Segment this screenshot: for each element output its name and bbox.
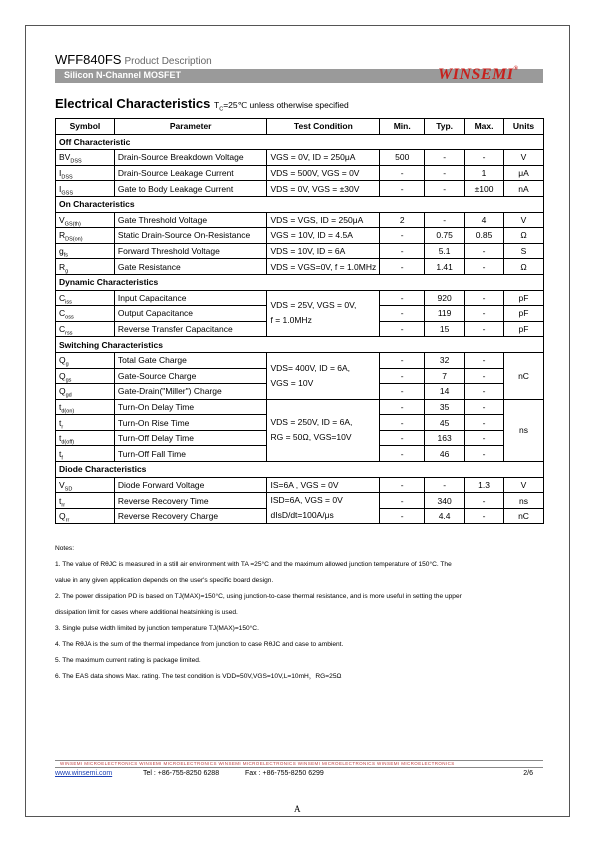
symbol-cell: $V_{SD}$	[56, 477, 115, 493]
parameter-cell: Forward Threshold Voltage	[114, 243, 267, 259]
parameter-cell: Input Capacitance	[114, 290, 267, 306]
max-cell: -	[465, 430, 504, 446]
parameter-cell: Reverse Recovery Charge	[114, 508, 267, 524]
typ-cell: 35	[425, 399, 465, 415]
parameter-cell: Gate to Body Leakage Current	[114, 181, 267, 197]
condition-cell: VDS = 25V, VGS = 0V, f = 1.0MHz	[267, 290, 380, 337]
website-link[interactable]: www.winsemi.com	[55, 770, 113, 777]
footer-divider-2	[55, 767, 543, 768]
table-row	[56, 181, 544, 197]
condition-cell: VGS = 10V, ID = 4.5A	[267, 228, 380, 244]
unit-cell: pF	[504, 306, 544, 322]
max-cell: -	[465, 150, 504, 166]
table-row	[56, 150, 544, 166]
parameter-cell: Drain-Source Leakage Current	[114, 165, 267, 181]
min-cell: -	[380, 477, 425, 493]
symbol-cell: $V_{GS(th)}$	[56, 212, 115, 228]
min-cell: -	[380, 368, 425, 384]
product-name: WFF840FS	[55, 52, 122, 67]
typ-cell: -	[425, 165, 465, 181]
typ-cell: 340	[425, 493, 465, 509]
table-row	[56, 243, 544, 259]
symbol-cell: $R_g$	[56, 259, 115, 275]
min-cell: 2	[380, 212, 425, 228]
note-5: 5. The maximum current rating is package limited.	[55, 657, 201, 664]
typ-cell: 1.41	[425, 259, 465, 275]
product-description: Product Description	[124, 56, 212, 67]
typ-cell: 14	[425, 384, 465, 400]
unit-cell: ns	[504, 399, 544, 461]
unit-cell: V	[504, 212, 544, 228]
parameter-cell: Reverse Transfer Capacitance	[114, 321, 267, 337]
min-cell: -	[380, 321, 425, 337]
symbol-cell: $R_{DS(on)}$	[56, 228, 115, 244]
condition-cell: VDS = 500V, VGS = 0V	[267, 165, 380, 181]
col-test-condition: Test Condition	[267, 119, 380, 135]
max-cell: -	[465, 446, 504, 462]
unit-cell: Ω	[504, 228, 544, 244]
min-cell: -	[380, 415, 425, 431]
symbol-cell: $C_{iss}$	[56, 290, 115, 306]
parameter-cell: Gate-Source Charge	[114, 368, 267, 384]
typ-cell: 32	[425, 352, 465, 368]
parameter-cell: Turn-On Delay Time	[114, 399, 267, 415]
max-cell: 1	[465, 165, 504, 181]
parameter-cell: Drain-Source Breakdown Voltage	[114, 150, 267, 166]
table-row	[56, 399, 544, 415]
condition-cell: VDS = 10V, ID = 6A	[267, 243, 380, 259]
typ-cell: -	[425, 477, 465, 493]
typ-cell: 163	[425, 430, 465, 446]
unit-cell: nA	[504, 181, 544, 197]
min-cell: -	[380, 430, 425, 446]
parameter-cell: Reverse Recovery Time	[114, 493, 267, 509]
symbol-cell: $I_{DSS}$	[56, 165, 115, 181]
footer	[55, 770, 543, 777]
condition-cell: ISD=6A, VGS = 0V dIsD/dt=100A/μs	[267, 493, 380, 524]
footer-fax: Fax : +86-755-8250 6299	[245, 770, 324, 777]
condition-cell: VDS = VGS, ID = 250μA	[267, 212, 380, 228]
max-cell: -	[465, 352, 504, 368]
unit-cell: ns	[504, 493, 544, 509]
col-units: Units	[504, 119, 544, 135]
page-number: 2/6	[523, 770, 533, 777]
unit-cell: pF	[504, 321, 544, 337]
max-cell: -	[465, 384, 504, 400]
condition-cell: VDS = 250V, ID = 6A, RG = 50Ω, VGS=10V	[267, 399, 380, 461]
table-row	[56, 493, 544, 509]
unit-cell: nC	[504, 508, 544, 524]
max-cell: -	[465, 321, 504, 337]
symbol-cell: $t_f$	[56, 446, 115, 462]
parameter-cell: Gate Threshold Voltage	[114, 212, 267, 228]
symbol-cell: $t_{rr}$	[56, 493, 115, 509]
electrical-characteristics-table	[55, 118, 544, 524]
min-cell: -	[380, 306, 425, 322]
parameter-cell: Turn-Off Fall Time	[114, 446, 267, 462]
unit-cell: nC	[504, 352, 544, 399]
document-title	[55, 52, 212, 67]
max-cell: -	[465, 508, 504, 524]
max-cell: 4	[465, 212, 504, 228]
unit-cell: μA	[504, 165, 544, 181]
min-cell: -	[380, 508, 425, 524]
unit-cell: Ω	[504, 259, 544, 275]
max-cell: -	[465, 368, 504, 384]
group-dynamic: Dynamic Characteristics	[56, 274, 544, 290]
min-cell: -	[380, 228, 425, 244]
parameter-cell: Turn-On Rise Time	[114, 415, 267, 431]
typ-cell: 4.4	[425, 508, 465, 524]
max-cell: -	[465, 259, 504, 275]
symbol-cell: $t_{d(on)}$	[56, 399, 115, 415]
parameter-cell: Static Drain-Source On-Resistance	[114, 228, 267, 244]
notes-title: Notes:	[55, 545, 75, 552]
col-symbol: Symbol	[56, 119, 115, 135]
note-1b: value in any given application depends on the user's specific board design.	[55, 577, 274, 584]
condition-cell: VGS = 0V, ID = 250μA	[267, 150, 380, 166]
group-diode: Diode Characteristics	[56, 462, 544, 478]
col-parameter: Parameter	[114, 119, 267, 135]
min-cell: -	[380, 384, 425, 400]
unit-cell: V	[504, 477, 544, 493]
table-row	[56, 290, 544, 306]
typ-cell: 45	[425, 415, 465, 431]
max-cell: -	[465, 399, 504, 415]
table-row	[56, 212, 544, 228]
symbol-cell: $Q_{rr}$	[56, 508, 115, 524]
typ-cell: 15	[425, 321, 465, 337]
note-3: 3. Single pulse width limited by junction temperature TJ(MAX)=150°C.	[55, 625, 259, 632]
parameter-cell: Total Gate Charge	[114, 352, 267, 368]
condition-cell: VDS= 400V, ID = 6A, VGS = 10V	[267, 352, 380, 399]
parameter-cell: Gate-Drain("Miller") Charge	[114, 384, 267, 400]
group-on: On Characteristics	[56, 196, 544, 212]
winsemi-logo: WINSEMI®	[438, 66, 519, 83]
col-min: Min.	[380, 119, 425, 135]
symbol-cell: $g_{fs}$	[56, 243, 115, 259]
symbol-cell: $I_{GSS}$	[56, 181, 115, 197]
table-row	[56, 228, 544, 244]
table-header-row	[56, 119, 544, 135]
table-row	[56, 165, 544, 181]
col-max: Max.	[465, 119, 504, 135]
banner-text: Silicon N-Channel MOSFET	[64, 70, 182, 80]
max-cell: -	[465, 243, 504, 259]
unit-cell: V	[504, 150, 544, 166]
typ-cell: 0.75	[425, 228, 465, 244]
parameter-cell: Diode Forward Voltage	[114, 477, 267, 493]
group-switching: Switching Characteristics	[56, 337, 544, 353]
min-cell: -	[380, 493, 425, 509]
typ-cell: 7	[425, 368, 465, 384]
symbol-cell: $t_r$	[56, 415, 115, 431]
symbol-cell: $Q_{gs}$	[56, 368, 115, 384]
min-cell: -	[380, 399, 425, 415]
table-row	[56, 352, 544, 368]
typ-cell: -	[425, 212, 465, 228]
max-cell: -	[465, 415, 504, 431]
note-2a: 2. The power dissipation PD is based on TJ(MAX)=150°C, using junction-to-case thermal resistance, and is more useful in setting the upper	[55, 593, 462, 600]
symbol-cell: $Q_g$	[56, 352, 115, 368]
col-typ: Typ.	[425, 119, 465, 135]
section-title: Electrical Characteristics $T_C=25℃$ unless otherwise specified	[55, 96, 349, 113]
note-2b: dissipation limit for cases where additional heatsinking is used.	[55, 609, 238, 616]
table-row	[56, 259, 544, 275]
condition-cell: VDS = VGS=0V, f = 1.0MHz	[267, 259, 380, 275]
section-condition: $T_C=25℃$ unless otherwise specified	[214, 100, 349, 113]
unit-cell: S	[504, 243, 544, 259]
min-cell: -	[380, 181, 425, 197]
note-1a: 1. The value of RθJC is measured in a still air environment with TA =25°C and the maximum allowed junction temperature of 150°C. The	[55, 561, 452, 568]
typ-cell: 46	[425, 446, 465, 462]
typ-cell: -	[425, 181, 465, 197]
min-cell: -	[380, 165, 425, 181]
bottom-mark: A	[294, 804, 301, 814]
parameter-cell: Output Capacitance	[114, 306, 267, 322]
note-6: 6. The EAS data shows Max. rating. The test condition is VDD=50V,VGS=10V,L=10mH，RG=25Ω	[55, 673, 342, 680]
max-cell: 1.3	[465, 477, 504, 493]
parameter-cell: Gate Resistance	[114, 259, 267, 275]
symbol-cell: $BV_{DSS}$	[56, 150, 115, 166]
symbol-cell: $C_{oss}$	[56, 306, 115, 322]
min-cell: -	[380, 352, 425, 368]
parameter-cell: Turn-Off Delay Time	[114, 430, 267, 446]
group-off: Off Characteristic	[56, 134, 544, 150]
note-4: 4. The RθJA is the sum of the thermal impedance from junction to case RθJC and case to ambient.	[55, 641, 344, 648]
min-cell: 500	[380, 150, 425, 166]
max-cell: -	[465, 306, 504, 322]
table-row	[56, 477, 544, 493]
min-cell: -	[380, 446, 425, 462]
max-cell: ±100	[465, 181, 504, 197]
notes	[55, 541, 545, 685]
typ-cell: 5.1	[425, 243, 465, 259]
min-cell: -	[380, 243, 425, 259]
typ-cell: 920	[425, 290, 465, 306]
symbol-cell: $t_{d(off)}$	[56, 430, 115, 446]
symbol-cell: $C_{rss}$	[56, 321, 115, 337]
typ-cell: 119	[425, 306, 465, 322]
typ-cell: -	[425, 150, 465, 166]
max-cell: -	[465, 493, 504, 509]
max-cell: -	[465, 290, 504, 306]
max-cell: 0.85	[465, 228, 504, 244]
unit-cell: pF	[504, 290, 544, 306]
symbol-cell: $Q_{gd}$	[56, 384, 115, 400]
footer-watermark: WINSEMI MICROELECTRONICS WINSEMI MICROELECTRONICS WINSEMI MICROELECTRONICS WINSEMI MICROELECTRONICS WINSEMI MICROELECTRONICS	[60, 761, 455, 766]
condition-cell: IS=6A , VGS = 0V	[267, 477, 380, 493]
footer-tel: Tel : +86-755-8250 6288	[143, 770, 220, 777]
min-cell: -	[380, 290, 425, 306]
min-cell: -	[380, 259, 425, 275]
condition-cell: VDS = 0V, VGS = ±30V	[267, 181, 380, 197]
